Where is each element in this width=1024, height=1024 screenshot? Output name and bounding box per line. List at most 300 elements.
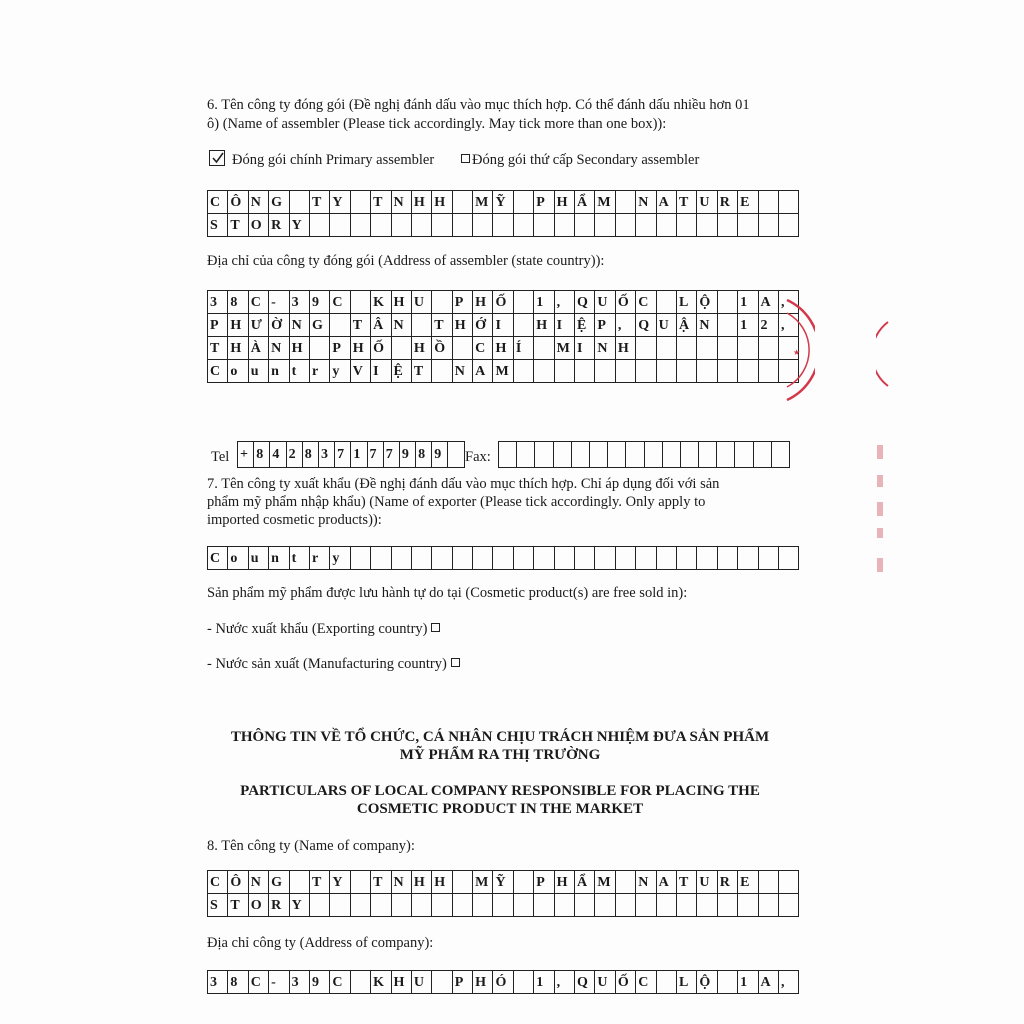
grid-cell [371,894,391,917]
fax-cell[interactable] [608,442,626,468]
fax-cell[interactable] [754,442,772,468]
grid-cell: P [534,191,554,214]
grid-cell [595,360,615,383]
grid-cell: A [759,291,779,314]
grid-cell: H [351,337,371,360]
grid-cell: Ộ [697,291,717,314]
grid-cell [759,214,779,237]
grid-cell: N [249,191,269,214]
grid-cell [677,360,697,383]
grid-cell [677,547,697,570]
grid-cell: Q [636,314,656,337]
grid-cell: t [290,547,310,570]
grid-cell: Q [575,291,595,314]
grid-cell [310,337,330,360]
grid-cell: H [493,337,513,360]
grid-cell: 8 [228,291,248,314]
grid-cell: K [371,971,391,994]
grid-cell [310,214,330,237]
grid-cell: 9 [432,442,448,468]
grid-cell [448,442,464,468]
grid-cell [616,871,636,894]
grid-cell [779,894,799,917]
grid-cell: T [371,871,391,894]
grid-cell [493,547,513,570]
grid-cell: r [310,360,330,383]
grid-cell: H [616,337,636,360]
grid-cell [697,360,717,383]
grid-cell: H [412,191,432,214]
grid-cell [534,214,554,237]
grid-cell [657,291,677,314]
grid-cell: N [392,314,412,337]
fax-cell[interactable] [717,442,735,468]
grid-cell: 7 [368,442,384,468]
grid-cell [657,360,677,383]
grid-cell: 1 [738,291,758,314]
grid-cell [514,360,534,383]
assembler-address-label: Địa chỉ của công ty đóng gói (Address of assembler (state country)): [207,253,605,269]
grid-cell: A [657,191,677,214]
grid-cell: I [493,314,513,337]
grid-cell: C [249,971,269,994]
primary-assembler-checkbox[interactable] [209,150,225,166]
grid-cell: , [555,291,575,314]
grid-cell: 3 [208,291,228,314]
grid-cell [718,337,738,360]
grid-cell: Ố [616,291,636,314]
grid-cell [759,360,779,383]
grid-cell [514,971,534,994]
grid-cell: T [208,337,228,360]
grid-cell: I [555,314,575,337]
grid-cell: U [412,971,432,994]
grid-cell: C [249,291,269,314]
grid-cell: P [330,337,350,360]
grid-cell: H [290,337,310,360]
grid-cell: Ờ [269,314,289,337]
grid-cell: T [310,871,330,894]
free-sold-label: Sản phẩm mỹ phẩm được lưu hành tự do tại (Cosmetic product(s) are free sold in): [207,585,688,601]
grid-cell [575,894,595,917]
grid-cell: H [412,871,432,894]
grid-cell [575,214,595,237]
grid-cell: R [718,191,738,214]
grid-cell: M [595,191,615,214]
section7-question-line3: imported cosmetic products)): [207,512,382,528]
grid-cell [473,894,493,917]
local-address-grid [207,970,799,994]
fax-cell[interactable] [535,442,553,468]
grid-cell [351,547,371,570]
exporting-country-option[interactable] [207,620,442,639]
grid-cell: T [310,191,330,214]
grid-cell: H [412,337,432,360]
grid-cell [453,191,473,214]
grid-cell [718,314,738,337]
grid-cell: À [249,337,269,360]
assembler-company-grid [207,190,799,237]
grid-cell: C [208,547,228,570]
grid-cell: y [330,547,350,570]
grid-cell [697,894,717,917]
grid-cell: E [738,191,758,214]
grid-cell: H [432,191,452,214]
grid-cell: H [555,191,575,214]
local-company-grid [207,870,799,917]
grid-cell: C [636,291,656,314]
grid-cell: U [412,291,432,314]
grid-cell [779,214,799,237]
grid-cell: Ô [228,191,248,214]
grid-cell [697,337,717,360]
grid-cell [473,547,493,570]
grid-cell [718,214,738,237]
grid-cell [595,894,615,917]
grid-cell: u [249,360,269,383]
fax-cell[interactable] [645,442,663,468]
grid-cell [534,894,554,917]
grid-cell: o [228,547,248,570]
grid-cell [636,547,656,570]
grid-cell: 8 [416,442,432,468]
grid-cell [392,214,412,237]
grid-cell: M [473,871,493,894]
grid-cell: C [208,360,228,383]
grid-cell [636,894,656,917]
check-icon [211,151,225,165]
grid-cell [677,337,697,360]
grid-cell: N [392,191,412,214]
grid-cell: Ố [493,291,513,314]
responsible-heading-en-line2: COSMETIC PRODUCT IN THE MARKET [356,801,644,817]
manufacturing-country-option[interactable] [207,655,462,674]
grid-cell [616,191,636,214]
grid-cell [392,547,412,570]
grid-cell [779,547,799,570]
grid-cell: C [330,971,350,994]
manufacturing-country-checkbox[interactable] [451,658,460,667]
responsible-heading-vn-line2: MỸ PHẨM RA THỊ TRƯỜNG [399,747,601,763]
fax-cell[interactable] [772,442,790,468]
tel-label: Tel [211,449,230,465]
responsible-heading-en-line1: PARTICULARS OF LOCAL COMPANY RESPONSIBLE FOR PLACING THE [240,783,760,799]
grid-cell: H [392,291,412,314]
grid-cell [697,547,717,570]
grid-cell [677,214,697,237]
grid-cell [657,214,677,237]
grid-cell: H [534,314,554,337]
grid-cell: T [677,871,697,894]
grid-cell [595,547,615,570]
grid-cell: H [228,337,248,360]
grid-cell [330,894,350,917]
fax-cell[interactable] [554,442,572,468]
grid-cell: N [392,871,412,894]
grid-cell [330,214,350,237]
grid-cell: R [718,871,738,894]
grid-cell [432,214,452,237]
grid-cell [718,360,738,383]
grid-cell: + [238,442,254,468]
grid-cell: N [636,191,656,214]
grid-cell: Y [290,214,310,237]
grid-cell: 1 [534,971,554,994]
grid-cell [351,214,371,237]
exporting-country-label: - Nước xuất khẩu (Exporting country) [207,621,428,637]
grid-cell: 8 [303,442,319,468]
grid-cell: 1 [738,971,758,994]
grid-cell: C [636,971,656,994]
grid-cell: S [208,214,228,237]
grid-cell: L [677,291,697,314]
grid-cell: , [779,971,799,994]
svg-text:★: ★ [793,348,801,357]
grid-cell: 2 [759,314,779,337]
grid-cell: n [269,547,289,570]
grid-cell [636,360,656,383]
grid-cell: 7 [335,442,351,468]
grid-cell: 4 [270,442,286,468]
fax-cell[interactable] [572,442,590,468]
grid-cell [514,894,534,917]
grid-cell [534,337,554,360]
grid-cell [738,360,758,383]
grid-cell [514,214,534,237]
grid-cell [453,337,473,360]
grid-cell: 2 [287,442,303,468]
grid-cell: A [657,871,677,894]
grid-cell: V [351,360,371,383]
grid-cell [595,214,615,237]
grid-cell: P [595,314,615,337]
grid-cell: Ậ [677,314,697,337]
grid-cell [718,894,738,917]
grid-cell: Ồ [432,337,452,360]
grid-cell [657,894,677,917]
grid-cell: T [228,214,248,237]
grid-cell [759,871,779,894]
fax-cell[interactable] [681,442,699,468]
section7-question-line2: phẩm mỹ phẩm nhập khẩu) (Name of exporter (Please tick accordingly. Only apply to [207,494,706,510]
grid-cell [351,894,371,917]
grid-cell: y [330,360,350,383]
grid-cell [351,871,371,894]
grid-cell [432,547,452,570]
grid-cell [636,337,656,360]
grid-cell: Q [575,971,595,994]
grid-cell: H [453,314,473,337]
grid-cell: Ẩ [575,871,595,894]
section8-question: 8. Tên công ty (Name of company): [207,838,415,854]
grid-cell [738,214,758,237]
grid-cell: R [269,894,289,917]
grid-cell: G [310,314,330,337]
grid-cell: u [249,547,269,570]
grid-cell: Ó [493,971,513,994]
grid-cell: M [555,337,575,360]
grid-cell [432,971,452,994]
grid-cell [493,214,513,237]
grid-cell: G [269,871,289,894]
grid-cell: M [595,871,615,894]
grid-cell [555,894,575,917]
fax-cell[interactable] [517,442,535,468]
grid-cell: , [616,314,636,337]
fax-label: Fax: [465,449,491,465]
grid-cell: H [473,291,493,314]
grid-cell [351,971,371,994]
grid-cell: G [269,191,289,214]
grid-cell: T [228,894,248,917]
grid-cell [514,191,534,214]
grid-cell [555,547,575,570]
grid-cell [493,894,513,917]
grid-cell: H [432,871,452,894]
grid-cell: T [432,314,452,337]
grid-cell: 3 [290,971,310,994]
grid-cell: 9 [310,971,330,994]
grid-cell [351,291,371,314]
grid-cell [290,191,310,214]
grid-cell [718,291,738,314]
fax-cell[interactable] [626,442,644,468]
grid-cell [759,191,779,214]
grid-cell: P [534,871,554,894]
grid-cell [759,337,779,360]
fax-cell[interactable] [590,442,608,468]
grid-cell: O [249,894,269,917]
responsible-heading-vn-line1: THÔNG TIN VỀ TỔ CHỨC, CÁ NHÂN CHỊU TRÁCH NHIỆM ĐƯA SẢN PHẨM [230,729,770,745]
grid-cell: Ố [616,971,636,994]
grid-cell [555,214,575,237]
grid-cell: Y [290,894,310,917]
grid-cell [432,291,452,314]
grid-cell: Ộ [697,971,717,994]
grid-cell: N [636,871,656,894]
exporting-country-checkbox[interactable] [431,623,440,632]
fax-grid [498,441,790,468]
grid-cell: M [493,360,513,383]
grid-cell: Ệ [392,360,412,383]
grid-cell [616,360,636,383]
grid-cell: - [269,971,289,994]
grid-cell [371,547,391,570]
grid-cell [555,360,575,383]
grid-cell [657,337,677,360]
section6-question-line2: ô) (Name of assembler (Please tick accordingly. May tick more than one box)): [207,116,667,132]
grid-cell: K [371,291,391,314]
fax-cell[interactable] [699,442,717,468]
grid-cell [534,547,554,570]
grid-cell: Ỹ [493,191,513,214]
grid-cell: t [290,360,310,383]
fax-cell[interactable] [735,442,753,468]
grid-cell [718,971,738,994]
grid-cell [677,894,697,917]
grid-cell [616,547,636,570]
grid-cell: T [371,191,391,214]
grid-cell: N [249,871,269,894]
grid-cell: A [473,360,493,383]
assembler-address-grid [207,290,799,383]
grid-cell [392,894,412,917]
tel-grid [237,441,465,468]
secondary-assembler-checkbox[interactable] [461,154,470,163]
grid-cell: 1 [351,442,367,468]
grid-cell: N [697,314,717,337]
grid-cell [534,360,554,383]
grid-cell: H [473,971,493,994]
grid-cell [616,214,636,237]
grid-cell [453,214,473,237]
grid-cell: 9 [400,442,416,468]
grid-cell [412,314,432,337]
section6-question-line1: 6. Tên công ty đóng gói (Đề nghị đánh dấu vào mục thích hợp. Có thể đánh dấu nhiều hơn 01 [207,97,750,113]
faint-stamp-marks-icon [874,440,888,580]
grid-cell [514,871,534,894]
grid-cell [738,337,758,360]
grid-cell [412,894,432,917]
grid-cell: U [697,191,717,214]
grid-cell: L [677,971,697,994]
grid-cell: o [228,360,248,383]
grid-cell: P [453,971,473,994]
grid-cell: Ẩ [575,191,595,214]
stamp-edge-icon [876,320,890,390]
grid-cell: O [249,214,269,237]
grid-cell [514,547,534,570]
grid-cell [473,214,493,237]
grid-cell [575,360,595,383]
grid-cell [310,894,330,917]
fax-cell[interactable] [663,442,681,468]
grid-cell [575,547,595,570]
grid-cell: - [269,291,289,314]
fax-cell[interactable] [499,442,517,468]
grid-cell: C [208,871,228,894]
grid-cell: Í [514,337,534,360]
grid-cell [453,547,473,570]
manufacturing-country-label: - Nước sản xuất (Manufacturing country) [207,656,447,672]
grid-cell [392,337,412,360]
grid-cell [759,547,779,570]
grid-cell: N [290,314,310,337]
grid-cell [453,894,473,917]
local-address-label: Địa chỉ công ty (Address of company): [207,935,434,951]
grid-cell: 3 [319,442,335,468]
secondary-assembler-label: Đóng gói thứ cấp Secondary assembler [472,152,700,168]
grid-cell: C [473,337,493,360]
grid-cell: Ỹ [493,871,513,894]
grid-cell: 8 [228,971,248,994]
grid-cell: 1 [534,291,554,314]
stamp-fragment-icon [785,295,815,405]
grid-cell: A [759,971,779,994]
grid-cell [432,894,452,917]
grid-cell: 3 [290,291,310,314]
secondary-assembler-option[interactable] [457,151,699,170]
grid-cell: N [269,337,289,360]
grid-cell [657,547,677,570]
grid-cell: Y [330,191,350,214]
grid-cell [514,314,534,337]
grid-cell [636,214,656,237]
grid-cell [738,894,758,917]
grid-cell: N [595,337,615,360]
grid-cell: r [310,547,330,570]
grid-cell [453,871,473,894]
